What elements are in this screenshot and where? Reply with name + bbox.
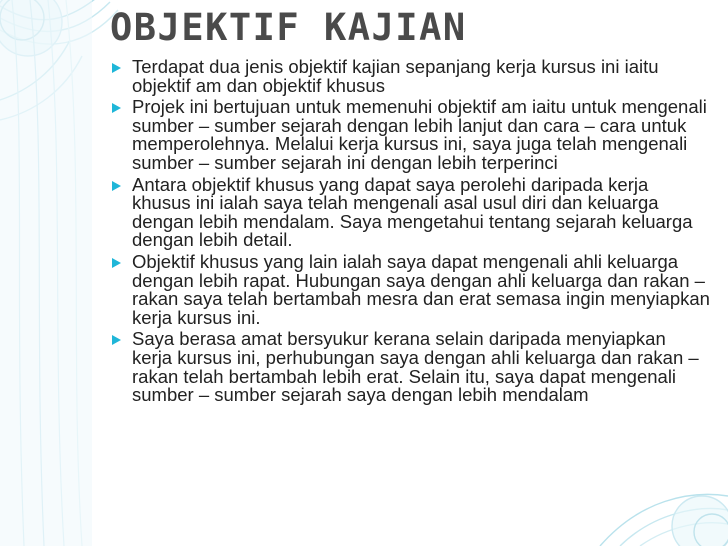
bullet-arrow-icon	[112, 258, 121, 268]
bullet-arrow-icon	[112, 63, 121, 73]
bullet-item	[110, 330, 710, 404]
bullet-text: Projek ini bertujuan untuk memenuhi objektif am iaitu untuk mengenali sumber – sumber sejarah dengan lebih lanjut dan cara – cara untuk memperolehnya. Melalui kerja kursus ini, saya juga telah mengenali sumber – sumber sejarah ini dengan lebih terperinci	[132, 96, 707, 173]
bullet-arrow-icon	[112, 335, 121, 345]
bullet-list	[110, 58, 710, 408]
bullet-text: Objektif khusus yang lain ialah saya dapat mengenali ahli keluarga dengan lebih rapat. Hubungan saya dengan ahli keluarga dan rakan – rakan saya telah bertambah mesra dan erat semasa ingin menyiapkan kerja kursus ini.	[132, 250, 710, 328]
bullet-item	[110, 173, 710, 251]
bullet-item	[110, 250, 710, 328]
slide-title: OBJEKTIF KAJIAN	[110, 6, 467, 49]
bullet-item	[110, 98, 710, 172]
bullet-text: Terdapat dua jenis objektif kajian sepanjang kerja kursus ini iaitu objektif am dan objektif khusus	[132, 56, 659, 96]
bullet-text: Saya berasa amat bersyukur kerana selain daripada menyiapkan kerja kursus ini, perhubungan saya dengan ahli keluarga dan rakan – rakan telah bertambah lebih erat. Selain itu, saya dapat mengenali sumber – sumber sejarah saya dengan lebih mendalam	[132, 328, 699, 406]
bullet-item	[110, 58, 710, 95]
bullet-arrow-icon	[112, 103, 121, 113]
bullet-text: Antara objektif khusus yang dapat saya perolehi daripada kerja khusus ini ialah saya telah mengenali asal usul diri dan keluarga dengan lebih mendalam. Saya mengetahui tentang sejarah keluarga dengan lebih detail.	[132, 173, 693, 251]
bullet-arrow-icon	[112, 181, 121, 191]
